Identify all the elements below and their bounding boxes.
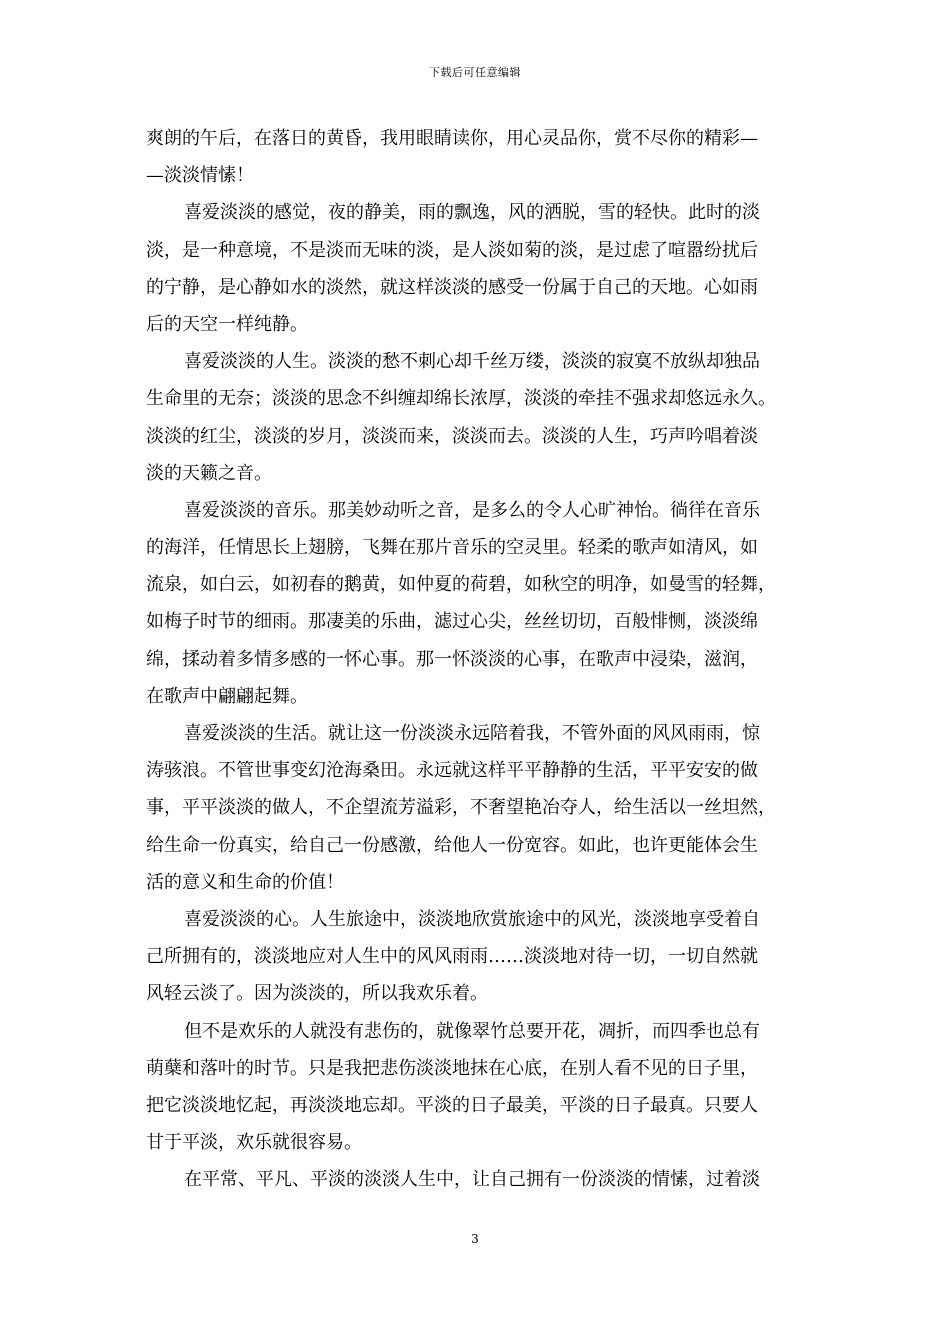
- text-line: 绵，揉动着多情多感的一怀心事。那一怀淡淡的心事，在歌声中浸染，滋润，: [146, 648, 758, 670]
- text-line: 生命里的无奈；淡淡的思念不纠缠却绵长浓厚，淡淡的牵挂不强求却悠远永久。: [146, 388, 776, 410]
- text-line: 喜爱淡淡的感觉，夜的静美，雨的飘逸，风的洒脱，雪的轻快。此时的淡: [184, 202, 760, 224]
- page-number: 3: [471, 1232, 479, 1246]
- text-line: 喜爱淡淡的生活。就让这一份淡淡永远陪着我，不管外面的风风雨雨，惊: [184, 723, 760, 744]
- text-line: 喜爱淡淡的人生。淡淡的愁不刺心却千丝万缕，淡淡的寂寞不放纵却独品: [184, 351, 760, 373]
- text-line: 涛骇浪。不管世事变幻沧海桑田。永远就这样平平静静的生活，平平安安的做: [146, 760, 758, 782]
- body-text: [146, 120, 806, 1198]
- text-line: 己所拥有的，淡淡地应对人生中的风风雨雨……淡淡地对待一切，一切自然就: [146, 946, 758, 968]
- text-line: 淡的天籁之音。: [146, 462, 272, 484]
- text-line: 如梅子时节的细雨。那凄美的乐曲，滤过心尖，丝丝切切，百般悱恻，淡淡绵: [146, 611, 758, 633]
- text-line: 在歌声中翩翩起舞。: [146, 685, 308, 707]
- text-line: 的宁静，是心静如水的淡然，就这样淡淡的感受一份属于自己的天地。心如雨: [146, 276, 758, 298]
- text-line: 给生命一份真实，给自己一份感激，给他人一份宽容。如此，也许更能体会生: [146, 834, 758, 856]
- text-line: 在平常、平凡、平淡的淡淡人生中，让自己拥有一份淡淡的情愫，过着淡: [184, 1169, 760, 1191]
- text-line: 流泉，如白云，如初春的鹅黄，如仲夏的荷碧，如秋空的明净，如曼雪的轻舞，: [146, 574, 776, 596]
- text-line: 爽朗的午后，在落日的黄昏，我用眼睛读你，用心灵品你，赏不尽你的精彩—: [146, 128, 758, 149]
- text-line: 的海洋，任情思长上翅膀，飞舞在那片音乐的空灵里。轻柔的歌声如清风，如: [146, 537, 758, 559]
- text-line: 淡，是一种意境，不是淡而无味的淡，是人淡如菊的淡，是过虑了喧嚣纷扰后: [146, 239, 758, 261]
- text-line: 喜爱淡淡的心。人生旅途中，淡淡地欣赏旅途中的风光，淡淡地享受着自: [184, 908, 760, 930]
- text-line: 喜爱淡淡的音乐。那美妙动听之音，是多么的令人心旷神怡。徜徉在音乐: [184, 499, 760, 521]
- text-line: 风轻云淡了。因为淡淡的，所以我欢乐着。: [146, 983, 488, 1005]
- text-line: 活的意义和生命的价值！: [146, 871, 344, 893]
- text-line: 事，平平淡淡的做人，不企望流芳溢彩，不奢望艳冶夺人，给生活以一丝坦然，: [146, 797, 776, 819]
- text-line: 但不是欢乐的人就没有悲伤的，就像翠竹总要开花，凋折，而四季也总有: [184, 1020, 760, 1042]
- text-line: 把它淡淡地忆起，再淡淡地忘却。平淡的日子最美，平淡的日子最真。只要人: [146, 1094, 758, 1116]
- text-line: 淡淡的红尘，淡淡的岁月，淡淡而来，淡淡而去。淡淡的人生，巧声吟唱着淡: [146, 425, 758, 447]
- text-line: 萌蘖和落叶的时节。只是我把悲伤淡淡地抹在心底，在别人看不见的日子里，: [146, 1057, 758, 1079]
- page-header: 下载后可任意编辑: [429, 66, 521, 79]
- text-line: 后的天空一样纯静。: [146, 313, 308, 335]
- text-line: 甘于平淡，欢乐就很容易。: [146, 1132, 362, 1154]
- text-line: —淡淡情愫！: [146, 165, 254, 187]
